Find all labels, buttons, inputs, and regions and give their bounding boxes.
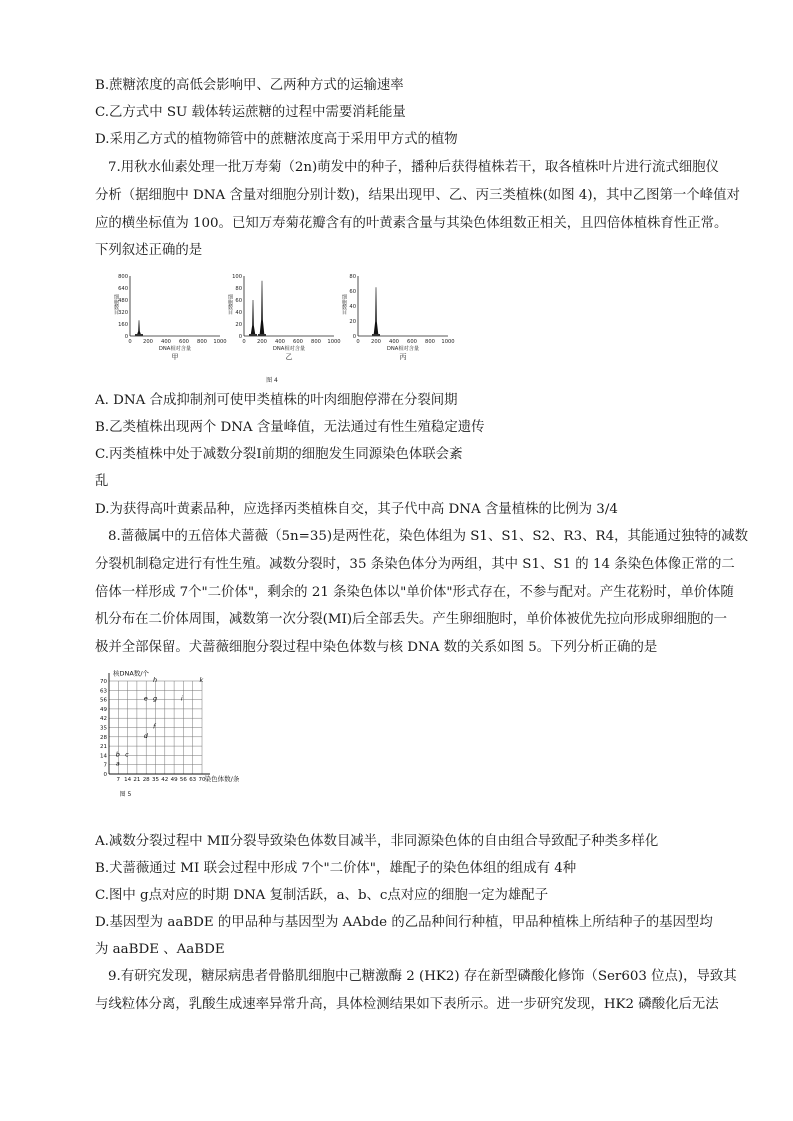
x-tick-label: 200 [257, 339, 267, 345]
y-tick-label: 60 [235, 298, 242, 304]
x-tick-label: 14 [124, 777, 132, 783]
x-tick-label: 800 [311, 339, 321, 345]
x-tick-label: 800 [197, 339, 207, 345]
histogram-noise [258, 334, 266, 336]
point-label-g: g [153, 694, 158, 703]
histogram-peak [137, 320, 142, 336]
x-tick-label: 600 [179, 339, 189, 345]
question-7-stem-4: 下列叙述正确的是 [95, 243, 203, 258]
y-tick-label: 42 [100, 716, 107, 723]
y-tick-label: 20 [349, 319, 356, 325]
option-b-q7: B.乙类植株出现两个 DNA 含量峰值，无法通过有性生殖稳定遗传 [95, 420, 485, 435]
option-c-q6: C.乙方式中 SU 载体转运蔗糖的过程中需要消耗能量 [95, 105, 406, 120]
option-a-q8: A.减数分裂过程中 MⅡ分裂导致染色体数目减半，非同源染色体的自由组合导致配子种类多样化 [95, 834, 659, 849]
point-label-e: e [143, 694, 148, 703]
y-tick-label: 100 [232, 274, 242, 280]
x-tick-label: 400 [275, 339, 285, 345]
question-8-stem-1: 8.蔷薇属中的五倍体犬蔷薇（5n=35)是两性花，染色体组为 S1、S1、S2、R3、R4，其能通过独特的减数 [108, 529, 749, 544]
y-tick-label: 80 [349, 274, 356, 280]
histogram-panel-2 [227, 274, 341, 361]
point-label-k: k [199, 676, 204, 684]
question-7-stem-3: 应的横坐标值为 100。已知万寿菊花瓣含有的叶黄素含量与其染色体组数正相关，且四倍体植株育性正常。 [95, 216, 728, 231]
histogram-noise [135, 334, 143, 336]
point-label-f: f [153, 722, 156, 731]
point-label-i: i [180, 694, 183, 703]
y-tick-label: 40 [349, 304, 356, 310]
histogram-noise [249, 334, 257, 336]
x-tick-label: 200 [143, 339, 153, 345]
x-tick-label: 70 [198, 777, 206, 783]
x-tick-label: 56 [179, 777, 187, 783]
y-tick-label: 35 [100, 725, 107, 732]
y-tick-label: 7 [103, 762, 107, 769]
point-label-d: d [143, 731, 148, 740]
y-tick-label: 0 [103, 772, 107, 778]
y-tick-label: 160 [118, 322, 128, 328]
x-tick-label: 35 [152, 777, 159, 783]
x-tick-label: 7 [116, 777, 121, 783]
question-7-stem-2: 分析（据细胞中 DNA 含量对细胞分别计数)，结果出现甲、乙、丙三类植株(如图 4)，其中乙图第一个峰值对 [95, 188, 740, 203]
x-tick-label: 800 [425, 339, 435, 345]
y-axis-label: 细胞数目 [227, 294, 233, 315]
x-tick-label: 21 [133, 777, 141, 783]
x-tick-label: 42 [161, 777, 169, 783]
x-tick-label: 600 [407, 339, 417, 345]
x-tick-label: 0 [242, 339, 246, 345]
y-axis-label: 核DNA数/个 [113, 669, 150, 678]
option-d-q6: D.采用乙方式的植物筛管中的蔗糖浓度高于采用甲方式的植物 [95, 132, 458, 147]
x-tick-label: 28 [142, 777, 150, 783]
option-d-q8-cont: 为 aaBDE 、AaBDE [95, 942, 225, 957]
y-tick-label: 20 [235, 322, 242, 328]
x-tick-label: 1000 [327, 339, 341, 345]
point-label-a: a [115, 759, 120, 768]
option-c-q8: C.图中 g点对应的时期 DNA 复制活跃，a、b、c点对应的细胞一定为雄配子 [95, 888, 549, 903]
y-tick-label: 14 [100, 753, 107, 760]
option-d-q7: D.为获得高叶黄素品种，应选择丙类植株自交，其子代中高 DNA 含量植株的比例为 3/4 [95, 502, 618, 517]
option-c-q7-cont: 乱 [95, 474, 109, 489]
option-a-q7: A. DNA 合成抑制剂可使甲类植株的叶肉细胞停滞在分裂间期 [95, 393, 458, 408]
question-8-stem-2: 分裂机制稳定进行有性生殖。减数分裂时，35 条染色体分为两组，其中 S1、S1 的 14 条染色体像正常的二 [95, 557, 735, 572]
y-tick-label: 320 [118, 310, 128, 316]
x-axis-label: DNA相对含量 [272, 346, 306, 352]
y-tick-label: 0 [238, 334, 242, 340]
point-label-b: b [115, 750, 120, 759]
point-label-c: c [125, 750, 129, 759]
x-tick-label: 0 [356, 339, 360, 345]
y-tick-label: 40 [235, 310, 242, 316]
option-b-q8: B.犬蔷薇通过 MI 联会过程中形成 7个"二价体"，雄配子的染色体组的组成有 4种 [95, 861, 577, 876]
x-tick-label: 49 [170, 777, 178, 783]
y-tick-label: 28 [100, 734, 107, 741]
x-axis-label: 染色体数/条 [204, 775, 240, 783]
y-tick-label: 0 [124, 334, 128, 340]
histogram-peak [374, 287, 379, 336]
histogram-panel-1 [113, 274, 227, 361]
x-tick-label: 200 [371, 339, 381, 345]
histogram-panel-3 [341, 274, 455, 361]
panel-label: 丙 [399, 353, 407, 361]
x-tick-label: 1000 [213, 339, 227, 345]
question-8-stem-3: 倍体一样形成 7个"二价体"，剩余的 21 条染色体以"单价体"形式存在，不参与配对。产生花粉时，单价体随 [95, 585, 734, 600]
question-8-stem-5: 极并全部保留。犬蔷薇细胞分裂过程中染色体数与核 DNA 数的关系如图 5。下列分析正确的是 [95, 640, 658, 655]
figure-4 [112, 268, 455, 386]
x-tick-label: 400 [161, 339, 171, 345]
figure-caption: 图 4 [266, 377, 278, 384]
y-tick-label: 70 [100, 679, 107, 685]
histogram-peak [251, 300, 256, 336]
y-tick-label: 60 [349, 289, 356, 295]
panel-label: 乙 [285, 353, 293, 361]
x-tick-label: 600 [293, 339, 303, 345]
x-tick-label: 400 [389, 339, 399, 345]
option-d-q8: D.基因型为 aaBDE 的甲品种与基因型为 AAbde 的乙品种间行种植，甲品种植株上所结种子的基因型均 [95, 915, 713, 930]
question-8-stem-4: 机分布在二价体周围，减数第一次分裂(MI)后全部丢失。产生卵细胞时，单价体被优先拉向形成卵细胞的一 [95, 612, 728, 627]
point-label-h: h [153, 676, 158, 684]
y-tick-label: 21 [100, 744, 107, 751]
y-tick-label: 56 [100, 697, 107, 704]
figure-caption: 图 5 [119, 791, 132, 798]
x-axis-label: DNA相对含量 [386, 346, 420, 352]
y-tick-label: 480 [118, 298, 128, 304]
figure-5 [95, 667, 270, 807]
y-tick-label: 49 [100, 706, 107, 713]
x-tick-label: 63 [189, 777, 197, 783]
y-tick-label: 0 [352, 334, 356, 340]
question-7-stem-1: 7.用秋水仙素处理一批万寿菊（2n)萌发中的种子，播种后获得植株若干，取各植株叶片进行流式细胞仪 [108, 160, 719, 175]
y-tick-label: 800 [118, 274, 128, 280]
question-9-stem-2: 与线粒体分离，乳酸生成速率异常升高，具体检测结果如下表所示。进一步研究发现，HK2 磷酸化后无法 [95, 997, 719, 1012]
x-tick-label: 0 [128, 339, 132, 345]
option-c-q7: C.丙类植株中处于减数分裂Ⅰ前期的细胞发生同源染色体联会紊 [95, 447, 463, 462]
y-tick-label: 80 [235, 286, 242, 292]
x-axis-label: DNA相对含量 [158, 346, 192, 352]
y-axis-label: 细胞数目 [341, 294, 347, 315]
x-tick-label: 1000 [441, 339, 455, 345]
question-9-stem-1: 9.有研究发现，糖尿病患者骨骼肌细胞中己糖激酶 2 (HK2) 存在新型磷酸化修饰（Ser603 位点)，导致其 [108, 969, 737, 984]
histogram-peak [260, 281, 265, 336]
histogram-noise [372, 334, 380, 336]
y-tick-label: 63 [100, 688, 107, 695]
y-tick-label: 640 [118, 286, 128, 292]
y-axis-label: 细胞数目 [113, 294, 119, 315]
panel-label: 甲 [171, 353, 179, 361]
option-b-q6: B.蔗糖浓度的高低会影响甲、乙两种方式的运输速率 [95, 78, 404, 93]
